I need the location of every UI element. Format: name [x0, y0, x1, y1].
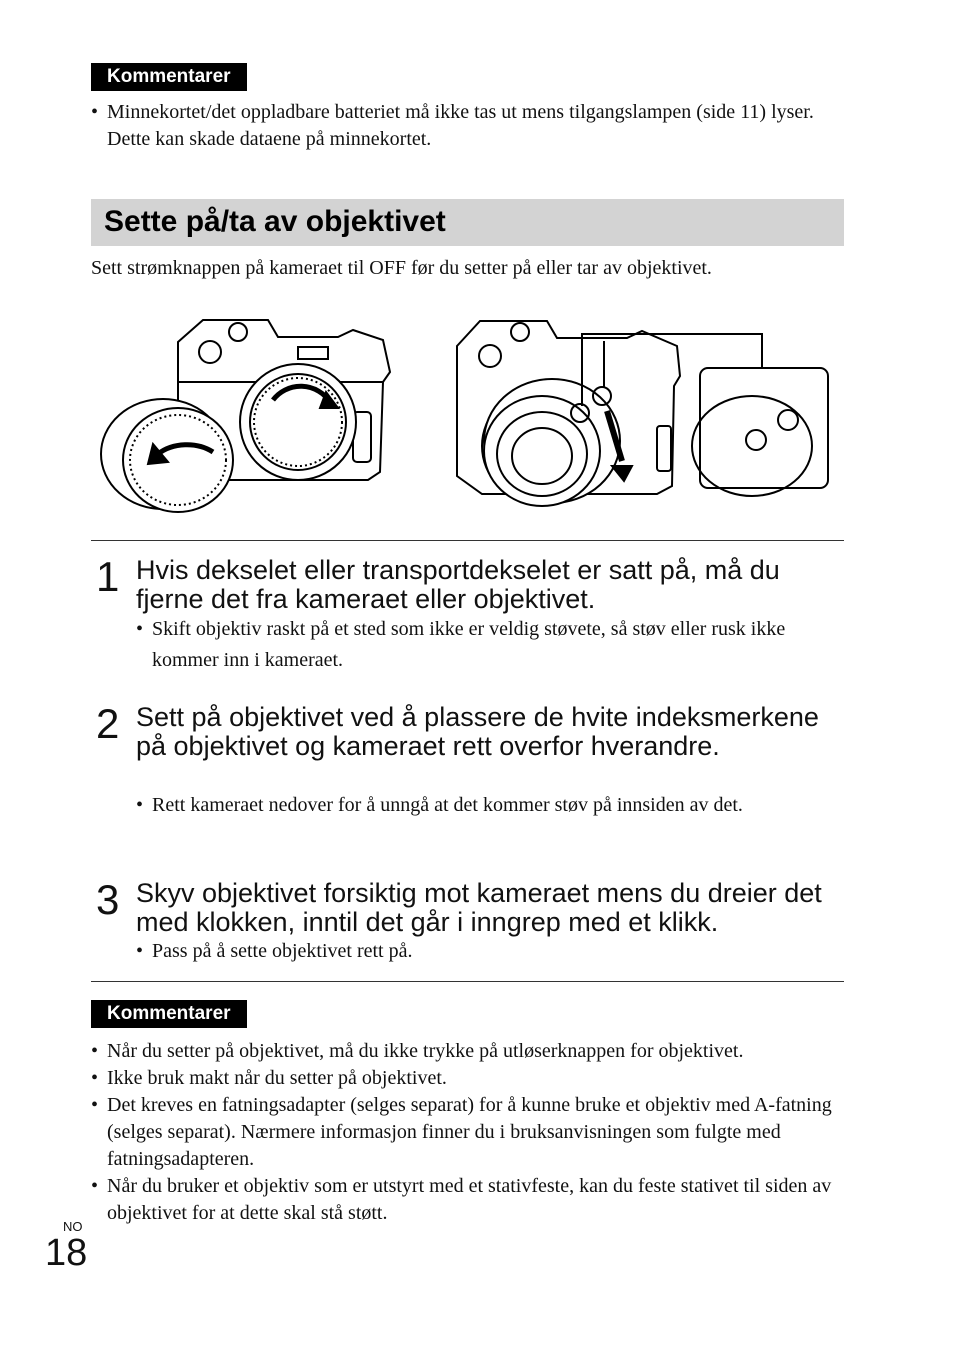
notes-label-bottom: Kommentarer [91, 1000, 247, 1028]
step-note-item: • Skift objektiv raskt på et sted som ikke er veldig støvete, så støv eller rusk ikke kommer inn i kameraet. [136, 614, 836, 676]
step-title: Skyv objektivet forsiktig mot kameraet mens du dreier det med klokken, inntil det går i inngrep med et klikk. [136, 878, 822, 937]
page-number: 18 [45, 1232, 88, 1274]
notes-label-top: Kommentarer [91, 63, 247, 91]
divider-bottom [91, 981, 844, 982]
step-note-item: • Rett kameraet nedover for å unngå at det kommer støv på innsiden av det. [136, 790, 836, 821]
step-notes [136, 790, 836, 821]
note-item: • Når du bruker et objektiv som er utstyrt med et stativfeste, kan du feste stativet til siden av objektivet for at dette skal stå støtt. [91, 1173, 846, 1227]
camera-cap-removal-illustration [98, 312, 408, 522]
step-notes [136, 614, 836, 676]
section-title: Sette på/ta av objektivet [104, 205, 446, 238]
step-number: 2 [96, 700, 120, 747]
step-title: Hvis dekselet eller transportdekselet er satt på, må du fjerne det fra kameraet eller objektivet. [136, 555, 780, 614]
step-number: 1 [96, 553, 120, 600]
step-title: Sett på objektivet ved å plassere de hvite indeksmerkene på objektivet og kameraet rett overfor hverandre. [136, 702, 819, 761]
step-notes [136, 936, 836, 967]
divider-top [91, 540, 844, 541]
lens-attach-illustration [452, 316, 832, 516]
note-item: • Når du setter på objektivet, må du ikke trykke på utløserknappen for objektivet. [91, 1038, 846, 1065]
note-item: • Minnekortet/det oppladbare batteriet må ikke tas ut mens tilgangslampen (side 11) lyser. Dette kan skade dataene på minnekortet. [91, 99, 846, 153]
section-intro: Sett strømknappen på kameraet til OFF før du setter på eller tar av objektivet. [91, 257, 712, 279]
step-number: 3 [96, 876, 120, 923]
page-language: NO [63, 1219, 83, 1234]
section-header [91, 199, 844, 246]
notes-list-top [91, 99, 846, 153]
step-note-item: • Pass på å sette objektivet rett på. [136, 936, 836, 967]
note-item: • Ikke bruk makt når du setter på objektivet. [91, 1065, 846, 1092]
note-item: • Det kreves en fatningsadapter (selges separat) for å kunne bruke et objektiv med A-fatning (selges separat). Nærmere informasjon finner du i bruksanvisningen som fulgte med fatningsadapteren. [91, 1092, 846, 1173]
notes-list-bottom [91, 1038, 846, 1227]
